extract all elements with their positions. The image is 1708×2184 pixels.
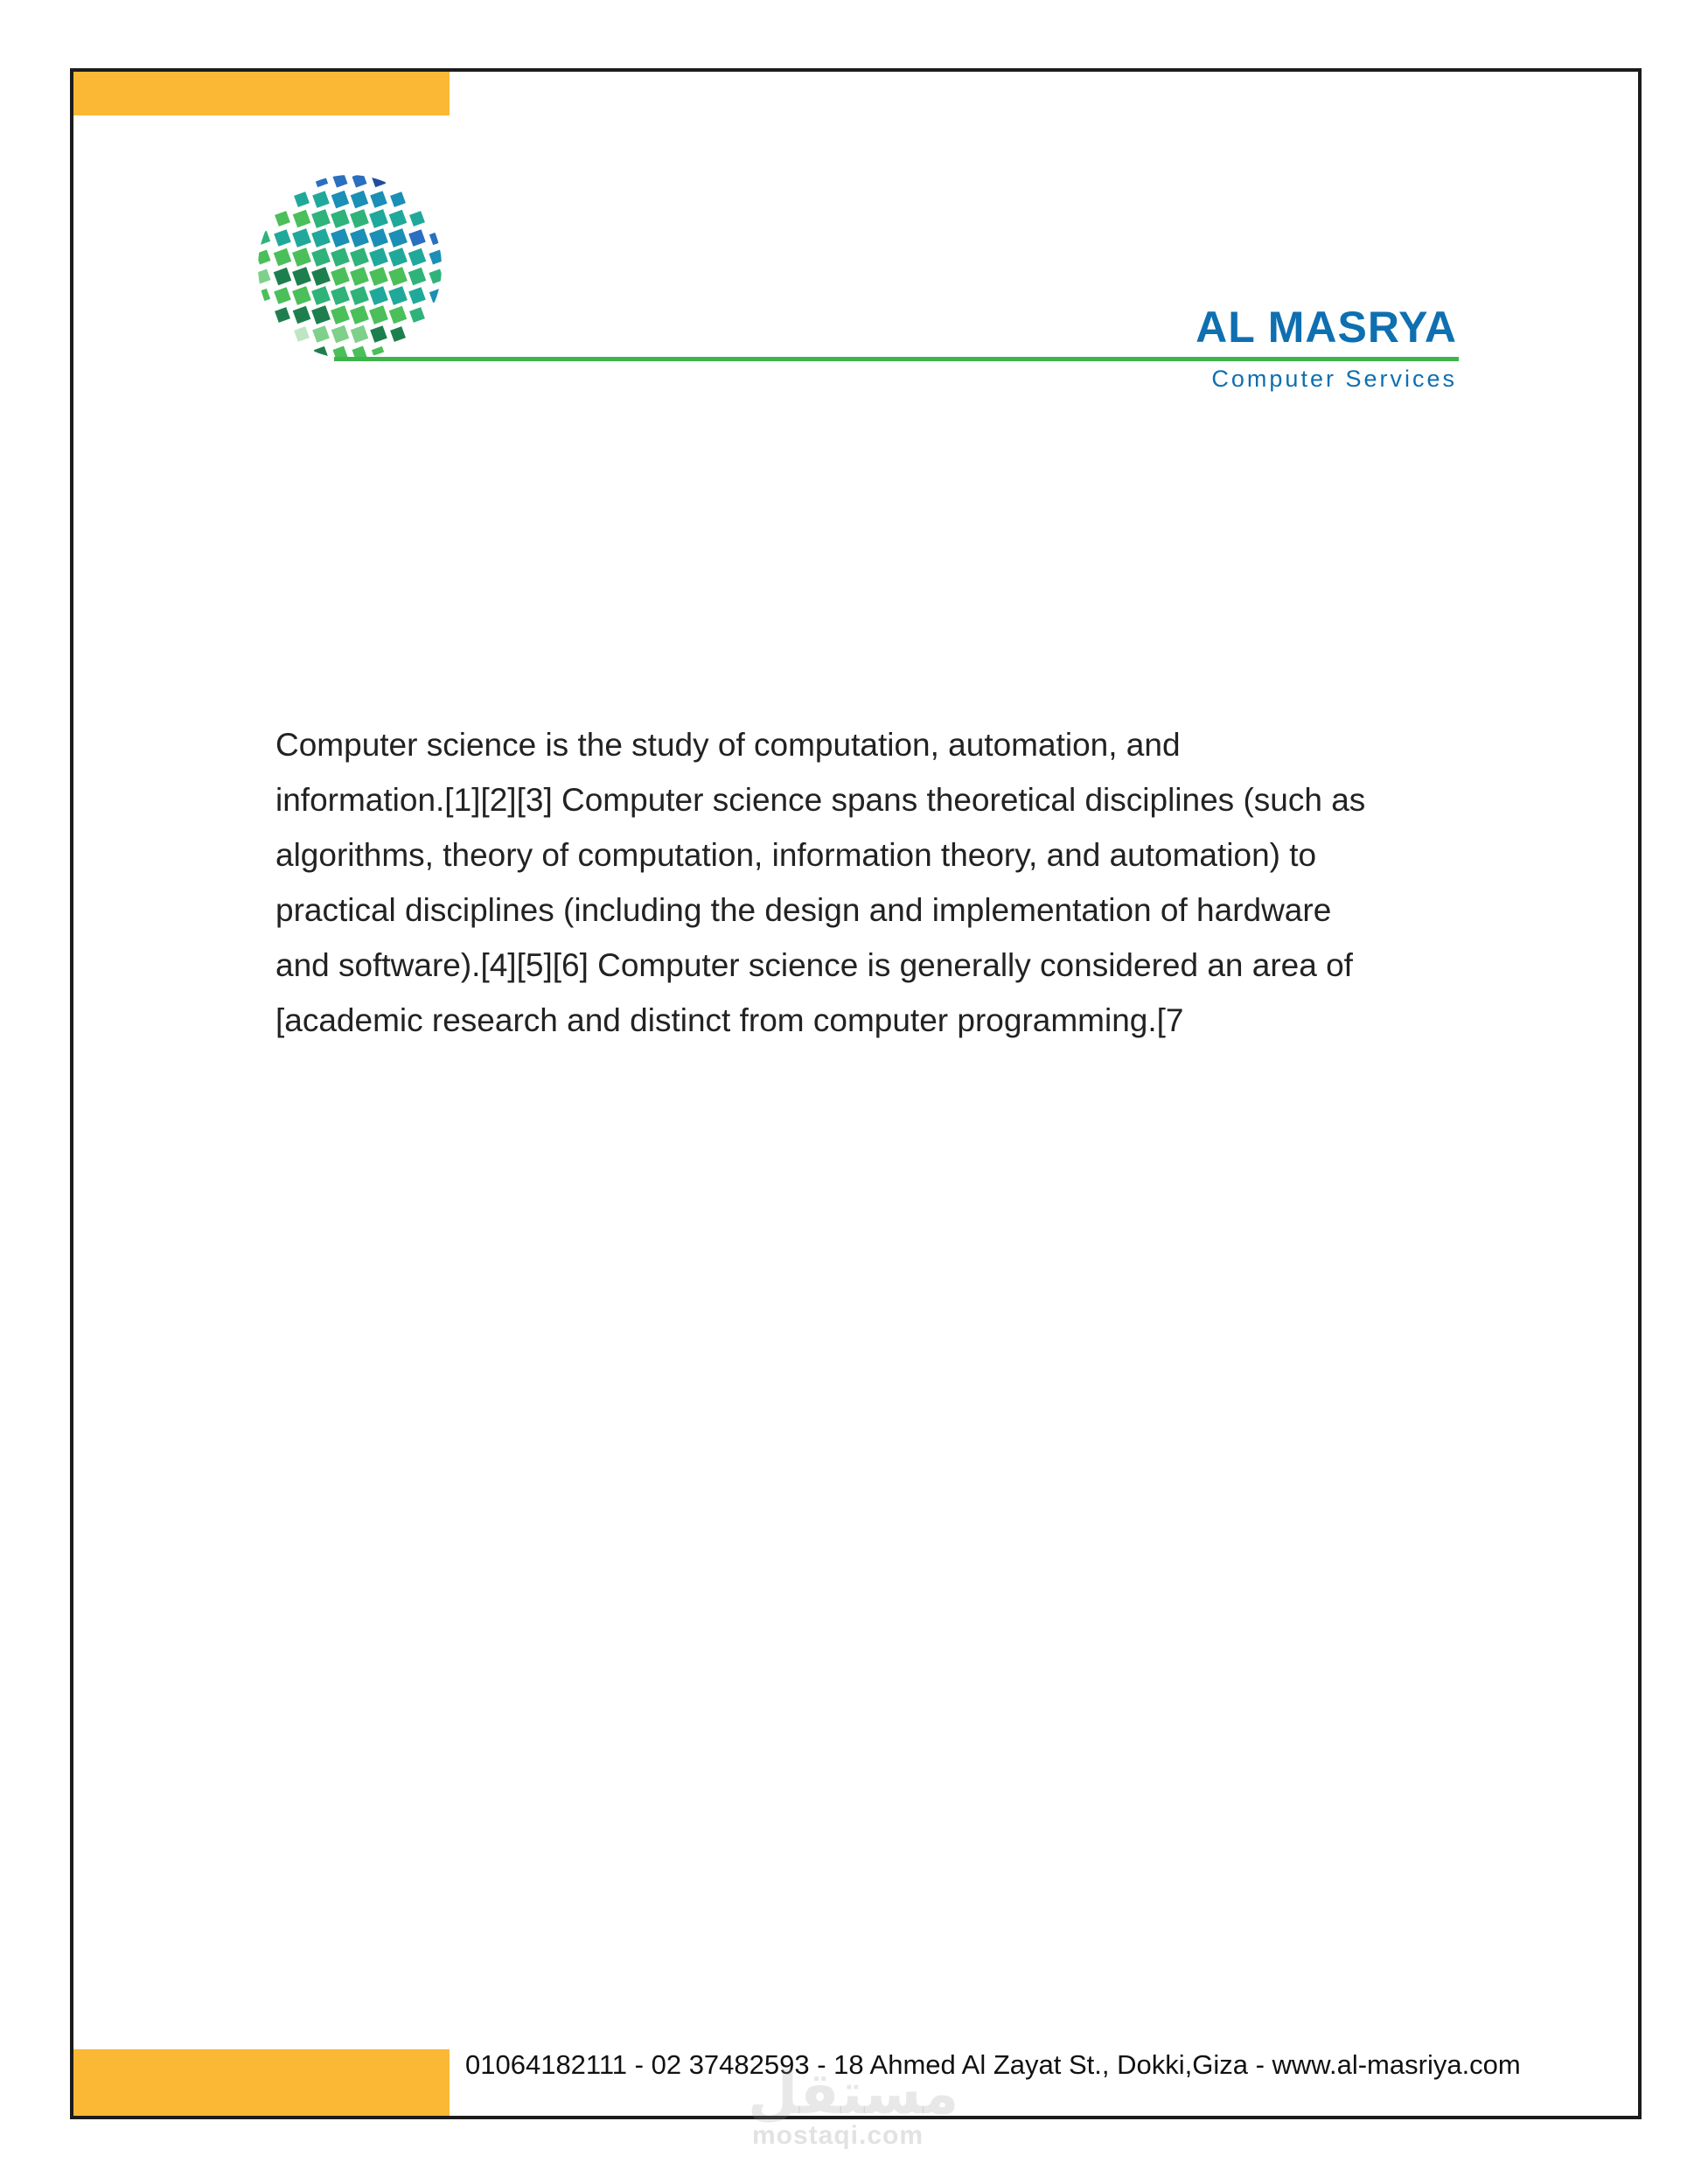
bottom-accent-bar <box>73 2049 450 2116</box>
globe-tile <box>331 286 350 305</box>
globe-tile <box>331 325 350 344</box>
globe-tile <box>293 306 311 324</box>
company-name: AL MASRYA <box>1196 303 1457 352</box>
globe-tile <box>292 267 311 286</box>
globe-tile <box>369 209 388 228</box>
globe-tile <box>293 210 311 228</box>
globe-tile <box>274 268 292 286</box>
globe-tile <box>429 249 443 264</box>
globe-tile <box>274 229 291 247</box>
globe-tile <box>350 286 369 305</box>
globe-tile <box>294 192 310 207</box>
globe-tile <box>331 209 350 228</box>
globe-tile <box>331 267 350 286</box>
globe-tile <box>408 287 426 304</box>
globe-tile <box>351 191 369 209</box>
globe-tile <box>294 326 310 342</box>
globe-tile <box>369 286 388 305</box>
globe-tile <box>314 346 328 360</box>
globe-tile <box>274 287 291 304</box>
globe-tile <box>351 325 369 344</box>
globe-tile <box>388 267 408 286</box>
globe-tile <box>369 267 388 286</box>
globe-tile <box>369 248 388 267</box>
globe-tile <box>350 267 369 286</box>
paragraph-line: [academic research and distinct from computer programming.[7 <box>275 1002 1184 1038</box>
header-rule <box>334 357 1459 361</box>
globe-tile <box>311 286 331 305</box>
globe-tile <box>292 286 311 305</box>
paragraph-line: practical disciplines (including the design and implementation of hardware <box>275 892 1332 928</box>
globe-tile <box>331 228 350 248</box>
globe-tile <box>331 305 350 324</box>
globe-tile <box>370 325 387 343</box>
body-paragraph <box>275 717 1517 1048</box>
globe-tile <box>408 229 426 247</box>
paragraph-line: information.[1][2][3] Computer science spans theoretical disciplines (such as <box>275 782 1366 818</box>
paragraph-line: algorithms, theory of computation, information theory, and automation) to <box>275 837 1317 873</box>
globe-tile <box>389 210 408 228</box>
globe-tile <box>312 191 330 208</box>
globe-tile <box>369 305 388 324</box>
globe-tile <box>388 286 408 305</box>
globe-tile <box>312 325 330 343</box>
mosaic-globe-icon <box>254 171 446 363</box>
globe-tile <box>350 209 369 228</box>
top-accent-bar <box>73 72 450 115</box>
globe-tile <box>314 173 328 187</box>
globe-tile <box>429 269 443 283</box>
globe-tile <box>352 172 366 187</box>
footer-contact: 01064182111 - 02 37482593 - 18 Ahmed Al Zayat St., Dokki,Giza - www.al-masriya.com <box>465 2049 1521 2080</box>
globe-tile <box>256 289 270 303</box>
globe-tile <box>311 248 331 267</box>
globe-tile <box>388 248 408 267</box>
globe-tile <box>311 209 331 228</box>
globe-tile <box>389 306 408 324</box>
globe-tile <box>370 191 387 208</box>
globe-tile <box>332 172 347 187</box>
watermark-arabic: مستقل <box>748 2061 959 2125</box>
globe-tile <box>274 248 292 267</box>
paragraph-line: and software).[4][5][6] Computer science is generally considered an area of <box>275 947 1353 983</box>
globe-tile <box>409 211 425 227</box>
globe-tile <box>390 192 406 207</box>
paragraph-line: Computer science is the study of computation, automation, and <box>275 727 1181 763</box>
globe-tile <box>388 228 408 248</box>
company-subtitle: Computer Services <box>1211 366 1457 392</box>
globe-tile <box>311 305 331 324</box>
globe-tile <box>350 248 369 267</box>
globe-tile <box>409 307 425 323</box>
globe-tile <box>372 173 386 187</box>
globe-tile <box>408 268 427 286</box>
globe-tile <box>255 249 270 264</box>
globe-tile <box>275 211 290 227</box>
globe-tile <box>292 228 311 248</box>
watermark-latin: mostaqi.com <box>752 2121 924 2150</box>
globe-tile <box>256 231 270 245</box>
globe-tile <box>369 228 388 248</box>
globe-tile <box>429 289 443 303</box>
globe-tile <box>275 307 290 323</box>
globe-tile <box>390 326 406 342</box>
globe-tile <box>311 228 331 248</box>
globe-tile <box>255 269 270 283</box>
globe-tile <box>331 191 350 209</box>
globe-tile <box>350 305 369 324</box>
globe-tile <box>429 231 443 245</box>
globe-tile <box>292 248 311 267</box>
globe-tile <box>311 267 331 286</box>
globe-tile <box>408 248 427 267</box>
globe-tile <box>331 248 350 267</box>
globe-tile <box>350 228 369 248</box>
